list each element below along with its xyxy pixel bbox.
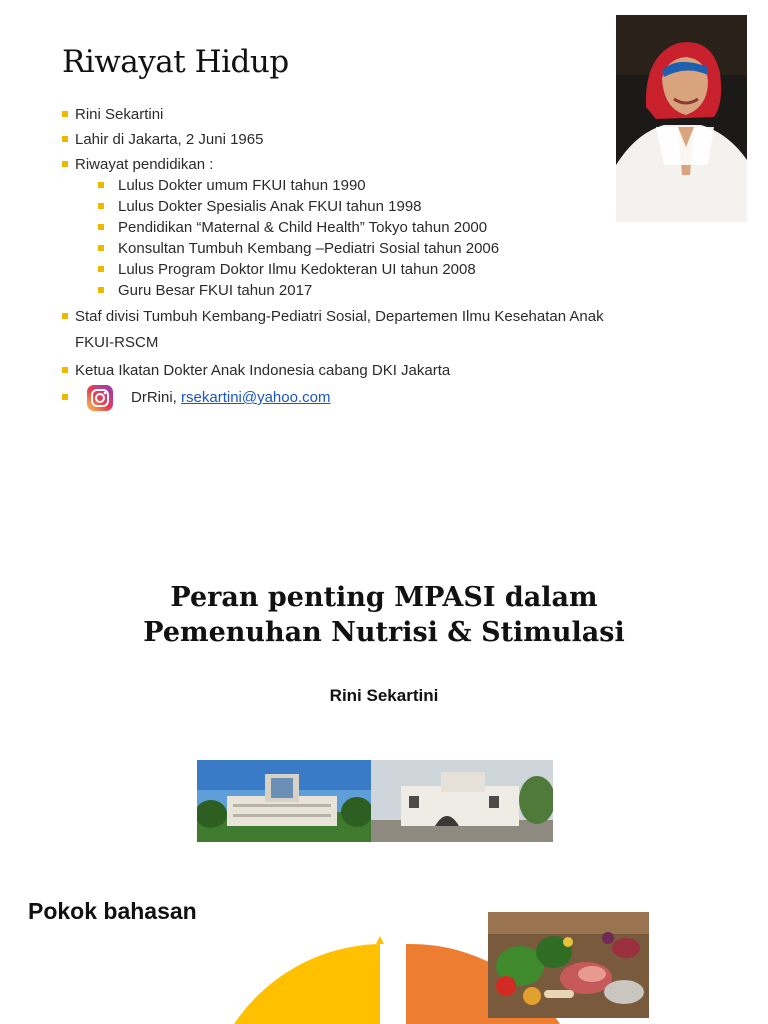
author-name: Rini Sekartini <box>329 686 439 705</box>
contact-line <box>131 385 330 411</box>
pie-marker <box>376 936 384 944</box>
presentation-title <box>0 580 768 650</box>
title-line1: Peran penting MPASI dalam <box>170 582 598 613</box>
bio-name: Rini Sekartini <box>62 104 702 125</box>
slide-title: Riwayat Hidup <box>62 44 289 80</box>
bio-chair: Ketua Ikatan Dokter Anak Indonesia cabang DKI Jakarta <box>62 360 702 381</box>
contact-name: DrRini, <box>131 389 177 406</box>
bio-staff-line2: FKUI-RSCM <box>75 334 159 351</box>
education-item: Pendidikan “Maternal & Child Health” Tokyo tahun 2000 <box>106 217 702 238</box>
bio-birth: Lahir di Jakarta, 2 Juni 1965 <box>62 129 702 150</box>
section-title: Pokok bahasan <box>28 898 197 924</box>
bio-staff <box>62 304 702 356</box>
education-item: Guru Besar FKUI tahun 2017 <box>106 280 702 301</box>
bio-contact <box>62 385 702 413</box>
bio-education-label: Riwayat pendidikan : <box>62 154 702 175</box>
bio-staff-line1: Staf divisi Tumbuh Kembang-Pediatri Sosial, Departemen Ilmu Kesehatan Anak <box>75 308 604 325</box>
instagram-icon[interactable] <box>86 384 114 412</box>
education-item: Lulus Dokter umum FKUI tahun 1990 <box>106 175 702 196</box>
title-line2: Pemenuhan Nutrisi & Stimulasi <box>143 617 625 648</box>
education-item: Konsultan Tumbuh Kembang –Pediatri Sosial tahun 2006 <box>106 238 702 259</box>
education-item: Lulus Program Doktor Ilmu Kedokteran UI tahun 2008 <box>106 259 702 280</box>
slide-title-mpasi <box>0 520 768 860</box>
bio-list <box>62 104 702 417</box>
food-photo <box>488 912 649 1018</box>
slide-pokok-bahasan <box>0 860 768 1024</box>
buildings-photo <box>197 760 553 842</box>
pie-slice-yellow <box>214 944 380 1024</box>
education-item: Lulus Dokter Spesialis Anak FKUI tahun 1998 <box>106 196 702 217</box>
email-link[interactable]: rsekartini@yahoo.com <box>181 389 331 406</box>
education-list <box>106 175 702 301</box>
